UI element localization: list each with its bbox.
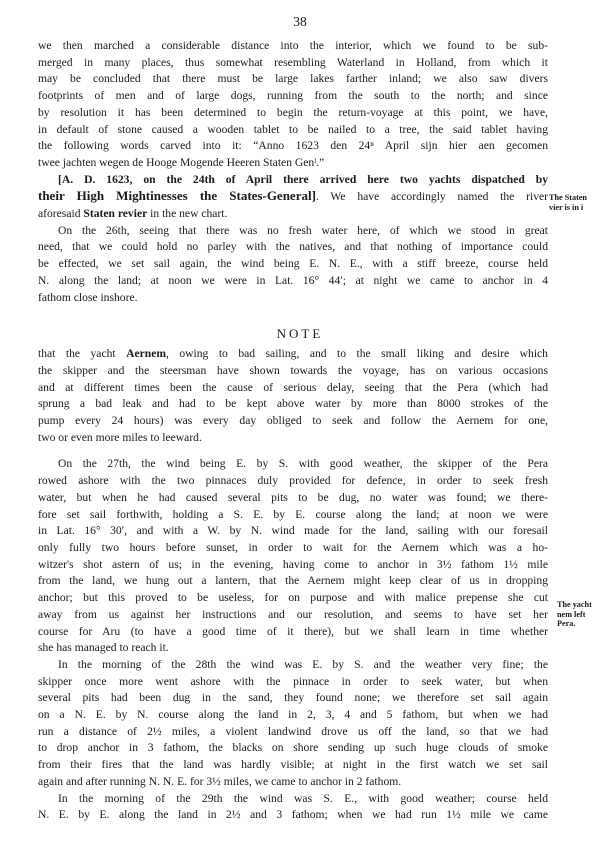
text-line: sprung a bad leak and had to be kept above water by more than 8000 strokes of the	[38, 397, 548, 411]
text-line: anchor; but this proved to be useless, for on purpose and with malice prepense she cut	[38, 591, 548, 605]
paragraph-translation	[38, 172, 548, 223]
text-line: only fully two hours before sunset, in order to wait for the Aernem which was a ho-	[38, 540, 548, 554]
text-line: may be concluded that there must be large lakes farther inland; we also saw divers	[38, 72, 548, 86]
text-line: their High Mightinesses the States-General]. We have accordingly named the river	[38, 188, 548, 204]
margin-note-line: The yacht	[557, 600, 592, 609]
text-line: On the 26th, seeing that there was no fresh water here, of which we stood in great	[58, 223, 548, 237]
text-line: be effected, we set sail again, the wind being E. N. E., with a stiff breeze, course held	[38, 257, 548, 271]
text-line: the following words carved into it: “Anno 1623 den 24ⁿ April sijn hier aen gecomen	[38, 139, 548, 153]
text-line: rowed ashore with the two pinnaces duly provided for defence, in order to seek fresh	[38, 474, 548, 488]
text-line: witzer's shot astern of us; in the evening, having come to anchor in 3½ fathom 1½ mile	[38, 557, 548, 571]
margin-note-yacht	[557, 600, 592, 629]
paragraph-26th	[38, 223, 548, 307]
page-body	[38, 38, 548, 824]
text-line: two or even more miles to leeward.	[38, 430, 202, 444]
paragraph-27th	[38, 456, 548, 656]
text-line: On the 27th, the wind being E. by S. with good weather, the skipper of the Pera	[58, 457, 548, 471]
text-line: run a distance of 2½ miles, a violent landwind drove us off the land, so that we had	[38, 724, 548, 738]
text-line: In the morning of the 29th the wind was S. E., with good weather; course held	[58, 791, 548, 805]
text-line: [A. D. 1623, on the 24th of April there arrived here two yachts dispatched by	[58, 172, 548, 186]
margin-note-line: Pera.	[557, 619, 576, 628]
paragraph-interior-march	[38, 38, 548, 172]
text-line: from the land, we hung out a lantern, that the Aernem might keep clear of us in dropping	[38, 574, 548, 588]
text-line: N. E. by E. along the land in 2½ and 3 fathom; when we had run 1½ mile we came	[38, 808, 548, 822]
text-line: again and after running N. N. E. for 3½ miles, we came to anchor in 2 fathom.	[38, 774, 402, 788]
text-line: several pits had been dug in the sand, they found none; we therefore set sail again	[38, 691, 548, 705]
text-line: fore set sail forthwith, holding a S. E. by E. course along the land; at noon we were	[38, 507, 548, 521]
margin-note-staten	[549, 193, 587, 212]
text-line: aforesaid Staten revier in the new chart.	[38, 207, 228, 221]
text-line: from their fires that the land was hardly visible; at night in the first watch we set sail	[38, 758, 548, 772]
text-line: twee jachten wegen de Hooge Mogende Heeren Staten Genˡ.”	[38, 155, 325, 169]
margin-note-line: The Staten	[549, 193, 587, 202]
text-line: in Lat. 16° 30′, and with a W. by N. wind made for the land, sailing with our foresail	[38, 524, 548, 538]
text-line: skipper once more went ashore with the pinnace in order to seek water, but when	[38, 674, 548, 688]
text-line: on a N. E. by N. course along the land in 2, 3, 4 and 5 fathom, but when we had	[38, 708, 548, 722]
text-line: by resolution it has been determined to begin the return-voyage at this point, we have,	[38, 105, 548, 119]
paragraph-28th	[38, 657, 548, 791]
text-line: we then marched a considerable distance into the interior, which we found to be sub-	[38, 39, 548, 52]
text-line: away from us against her instructions and our resolution, and seems to have set her	[38, 607, 548, 621]
margin-note-line: vier is in i	[549, 202, 584, 212]
text-line: that the yacht Aernem, owing to bad sailing, and to the small liking and desire which	[38, 347, 548, 361]
text-line: the skipper and the steersman have shown towards the voyage, has on various occasions	[38, 363, 548, 377]
text-line: course for Aru (to have a good time of it there), but we shall learn in time whether	[38, 624, 548, 638]
text-line: need, that we could hold no parley with the natives, and that nothing of importance could	[38, 240, 548, 254]
text-line: In the morning of the 28th the wind was E. by S. and the weather very fine; the	[58, 657, 548, 671]
text-line: to drop anchor in 3 fathom, the blacks on shore sending up such huge clouds of smoke	[38, 741, 548, 755]
text-line: pump every 24 hours) was every day obliged to seek and follow the Aernem for one,	[38, 414, 548, 428]
margin-note-line: nem left	[557, 609, 586, 619]
text-line: water, but when he had caused several pits to be dug, no water was found; we there-	[38, 490, 548, 504]
text-line: in default of stone caused a wooden tablet to be nailed to a tree, the said tablet having	[38, 122, 548, 136]
paragraph-note-aernem	[38, 346, 548, 446]
text-line: she has managed to reach it.	[38, 641, 169, 655]
text-line: and at different times been the cause of serious delay, seeing that the Pera (which had	[38, 380, 548, 394]
page-number: 38	[293, 14, 307, 29]
text-line: N. along the land; at noon we were in Lat. 16° 44′; at night we came to anchor in 4	[38, 273, 548, 287]
paragraph-29th	[38, 791, 548, 824]
text-line: merged in many places, thus somewhat resembling Waterland in Holland, from which it	[38, 55, 548, 69]
text-line: fathom close inshore.	[38, 290, 138, 304]
note-heading: NOTE	[276, 326, 324, 341]
text-line: footprints of men and of large dogs, running from the south to the north; and since	[38, 89, 548, 103]
